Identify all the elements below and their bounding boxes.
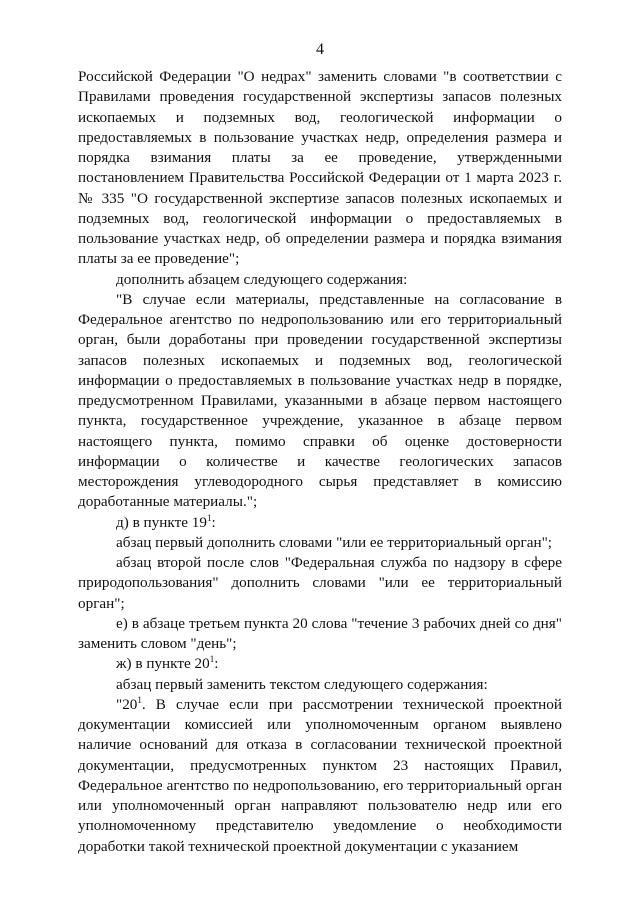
- new-text-prefix: "20: [116, 695, 138, 713]
- paragraph-second-abzats: абзац второй после слов "Федеральная служба по надзору в сфере природопользования" дополнить словами "или ее территориальный орган";: [78, 554, 562, 612]
- new-text-body: . В случае если при рассмотрении технической проектной документации комиссией или уполномоченным органом выявлено наличие оснований для отказа в согласовании технической проектной документации, предусмотренных пунктом 23 настоящих Правил, Федеральное агентство по недропользованию, его территориальный орган или уполномоченный орган направляют пользователю недр или его уполномоченному представителю уведомление о необходимости доработки такой технической проектной документации с указанием: [78, 695, 562, 855]
- item-d-text: д) в пункте 19: [116, 513, 207, 531]
- paragraph-item-e: е) в абзаце третьем пункта 20 слова "течение 3 рабочих дней со дня" заменить словом "день";: [78, 614, 562, 652]
- paragraph-new-text-20-1: [78, 695, 562, 857]
- paragraph-amendment-intro: дополнить абзацем следующего содержания:: [116, 270, 408, 288]
- document-body: [78, 67, 562, 857]
- paragraph-item-zh: [78, 654, 562, 674]
- page-number: 4: [316, 41, 324, 58]
- item-d-colon: :: [211, 513, 216, 531]
- item-zh-superscript: 1: [209, 654, 215, 665]
- item-zh-text: ж) в пункте 20: [116, 655, 210, 673]
- paragraph-continuation: Российской Федерации "О недрах" заменить словами "в соответствии с Правилами проведения государственной экспертизы запасов полезных ископаемых и подземных вод, геологической информации о предоставляемых в пользование участках недр, определения размера и порядка взимания платы за ее проведение, утвержденными постановлением Правительства Российской Федерации от 1 марта 2023 г. № 335 "О государственной экспертизе запасов полезных ископаемых и подземных вод, геологической информации о предоставляемых в пользование участках недр, об определении размера и порядка взимания платы за ее проведение";: [78, 68, 562, 268]
- paragraph-replace-intro: абзац первый заменить текстом следующего содержания:: [116, 675, 488, 693]
- item-d-superscript: 1: [206, 512, 212, 523]
- item-zh-colon: :: [214, 655, 219, 673]
- paragraph-first-abzats: абзац первый дополнить словами "или ее территориальный орган";: [116, 533, 552, 551]
- paragraph-quoted-addition: "В случае если материалы, представленные на согласование в Федеральное агентство по недропользованию или его территориальный орган, были доработаны при проведении государственной экспертизы запасов полезных ископаемых и подземных вод, геологической информации о предоставляемых в пользование участках недр в порядке, предусмотренном Правилами, указанными в абзаце первом настоящего пункта, государственное учреждение, указанное в абзаце первом настоящего пункта, помимо справки об оценке достоверности информации о количестве и качестве геологических запасов месторождения углеводородного сырья представляет в комиссию доработанные материалы.";: [78, 290, 562, 511]
- new-text-superscript: 1: [137, 694, 142, 705]
- paragraph-item-d: [78, 513, 562, 533]
